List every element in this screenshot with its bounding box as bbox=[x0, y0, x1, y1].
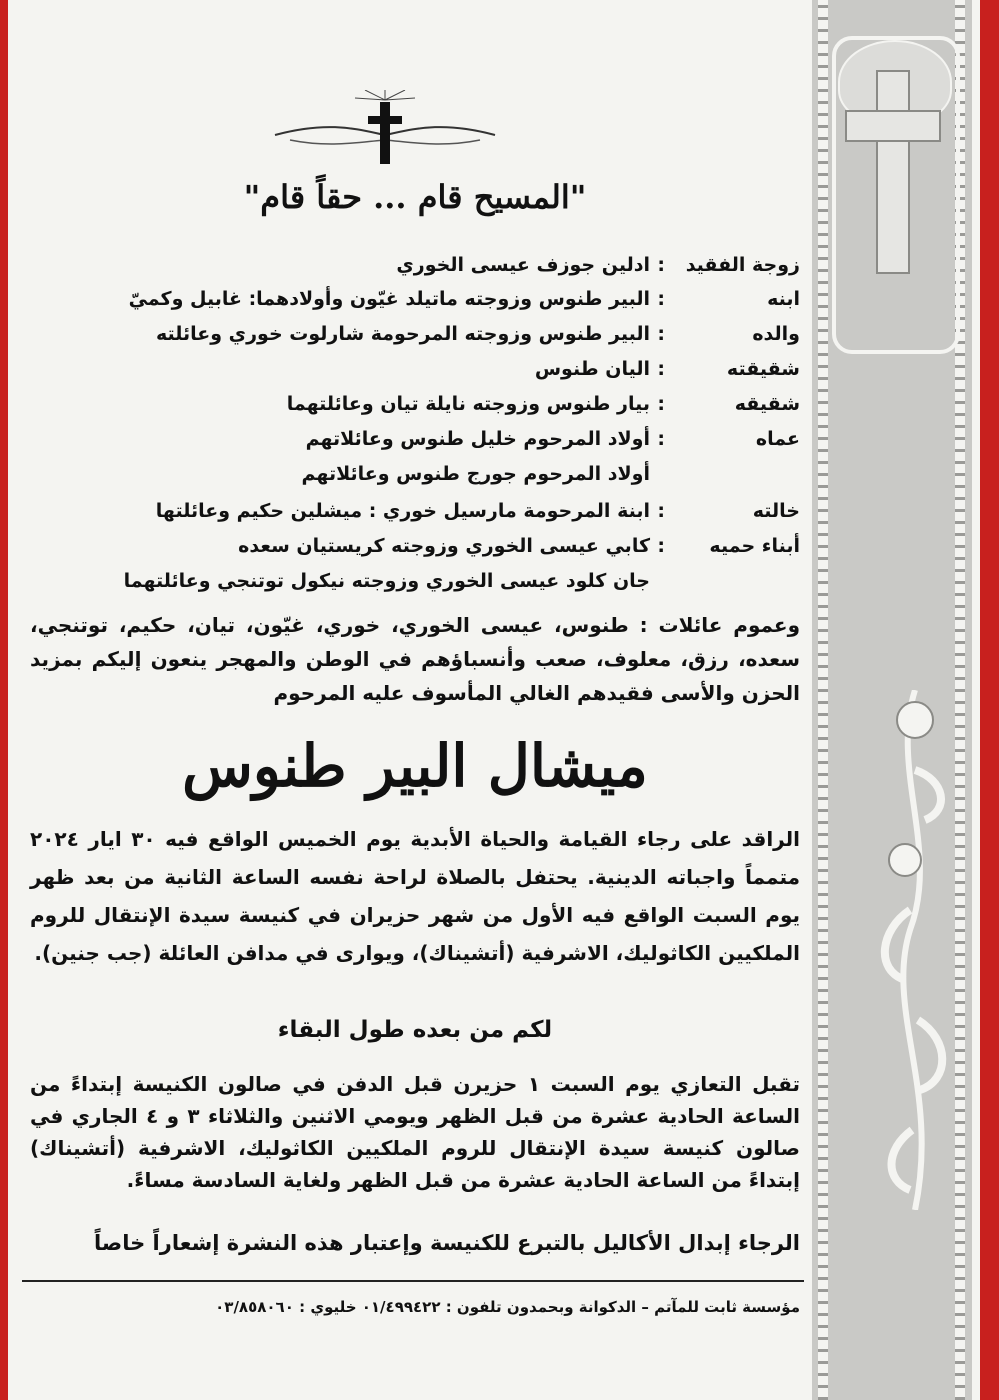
relation-value: أولاد المرحوم جورج طنوس وعائلاتهم bbox=[301, 463, 650, 485]
relation-value: البير طنوس وزوجته المرحومة شارلوت خوري وعائلته bbox=[155, 323, 650, 345]
condolence-title: لكم من بعده طول البقاء bbox=[277, 1017, 553, 1043]
relation-label: عماه bbox=[755, 428, 800, 450]
relation-label: شقيقه bbox=[734, 393, 800, 415]
colon: : bbox=[657, 428, 665, 450]
families-paragraph: وعموم عائلات : طنوس، عيسى الخوري، خوري، غيّون، تيان، حكيم، توتنجي، سعده، رزق، معلوف، صعب وأنسباؤهم في الوطن والمهجر ينعون إليكم بمزيد الحزن والأسى فقيدهم الغالي المأسوف عليه المرحوم bbox=[30, 613, 800, 705]
cross-bar bbox=[845, 110, 941, 142]
relation-value: أولاد المرحوم خليل طنوس وعائلاتهم bbox=[305, 428, 650, 450]
obituary-content bbox=[30, 0, 800, 1400]
relation-label: والده bbox=[752, 323, 800, 345]
relation-value: كابي عيسى الخوري وزوجته كريستيان سعده bbox=[238, 535, 650, 557]
colon: : bbox=[657, 535, 665, 557]
floral-vine-icon bbox=[870, 690, 960, 1210]
request-line: الرجاء إبدال الأكاليل بالتبرع للكنيسة وإعتبار هذه النشرة إشعاراً خاصاً bbox=[94, 1231, 800, 1255]
relation-label: زوجة الفقيد bbox=[685, 254, 800, 276]
relation-value: اليان طنوس bbox=[534, 358, 650, 380]
funeral-paragraph: الراقد على رجاء القيامة والحياة الأبدية يوم الخميس الواقع فيه ٣٠ ايار ٢٠٢٤ متمماً واجباته الدينية. يحتفل بالصلاة لراحة نفسه الساعة الثانية من بعد ظهر يوم السبت الواقع فيه الأول من شهر حزيران في كنيسة سيدة الإنتقال للروم الملكيين الكاثوليك، الاشرفية (أتشيناك)، ويوارى في مدافن العائلة (جب جنين). bbox=[30, 827, 800, 965]
cross-icon bbox=[876, 70, 910, 274]
relation-value: بيار طنوس وزوجته نايلة تيان وعائلتهما bbox=[286, 393, 650, 415]
relation-value: ابنة المرحومة مارسيل خوري : ميشلين حكيم وعائلتها bbox=[155, 500, 650, 522]
relation-label: شقيقته bbox=[726, 358, 800, 380]
colon: : bbox=[657, 254, 665, 276]
relation-value: جان كلود عيسى الخوري وزوجته نيكول توتنجي وعائلتهما bbox=[123, 570, 650, 592]
colon: : bbox=[657, 288, 665, 310]
colon: : bbox=[657, 500, 665, 522]
relation-value: ادلين جوزف عيسى الخوري bbox=[396, 254, 650, 276]
relation-label: أبناء حميه bbox=[709, 535, 800, 557]
condolence-paragraph: تقبل التعازي يوم السبت ١ حزيرن قبل الدفن في صالون الكنيسة إبتداءً من الساعة الحادية عشرة من قبل الظهر ويومي الاثنين والثلاثاء ٣ و ٤ الجاري في صالون كنيسة سيدة الإنتقال للروم الملكيين الكاثوليك، الاشرفية (أتشيناك) إبتداءً من الساعة الحادية عشرة من قبل الظهر ولغاية السادسة مساءً. bbox=[30, 1072, 801, 1192]
chain-border-left bbox=[818, 0, 828, 1400]
deceased-name: ميشال البير طنوس bbox=[182, 732, 648, 800]
colon: : bbox=[657, 393, 665, 415]
relation-value: البير طنوس وزوجته ماتيلد غيّون وأولادهما: غابيل وكميّ bbox=[128, 288, 650, 310]
motto-heading: "المسيح قام ... حقاً قام" bbox=[243, 178, 587, 216]
funeral-home-footer: مؤسسة ثابت للمآتم – الدكوانة وبحمدون تلفون : ٠١/٤٩٩٤٢٢ خليوي : ٠٣/٨٥٨٠٦٠ bbox=[215, 1298, 800, 1316]
colon: : bbox=[657, 323, 665, 345]
cross-ornament-icon bbox=[270, 90, 500, 170]
footer-divider bbox=[22, 1280, 804, 1282]
relation-label: ابنه bbox=[767, 288, 800, 310]
relation-label: خالته bbox=[752, 500, 800, 522]
colon: : bbox=[657, 358, 665, 380]
